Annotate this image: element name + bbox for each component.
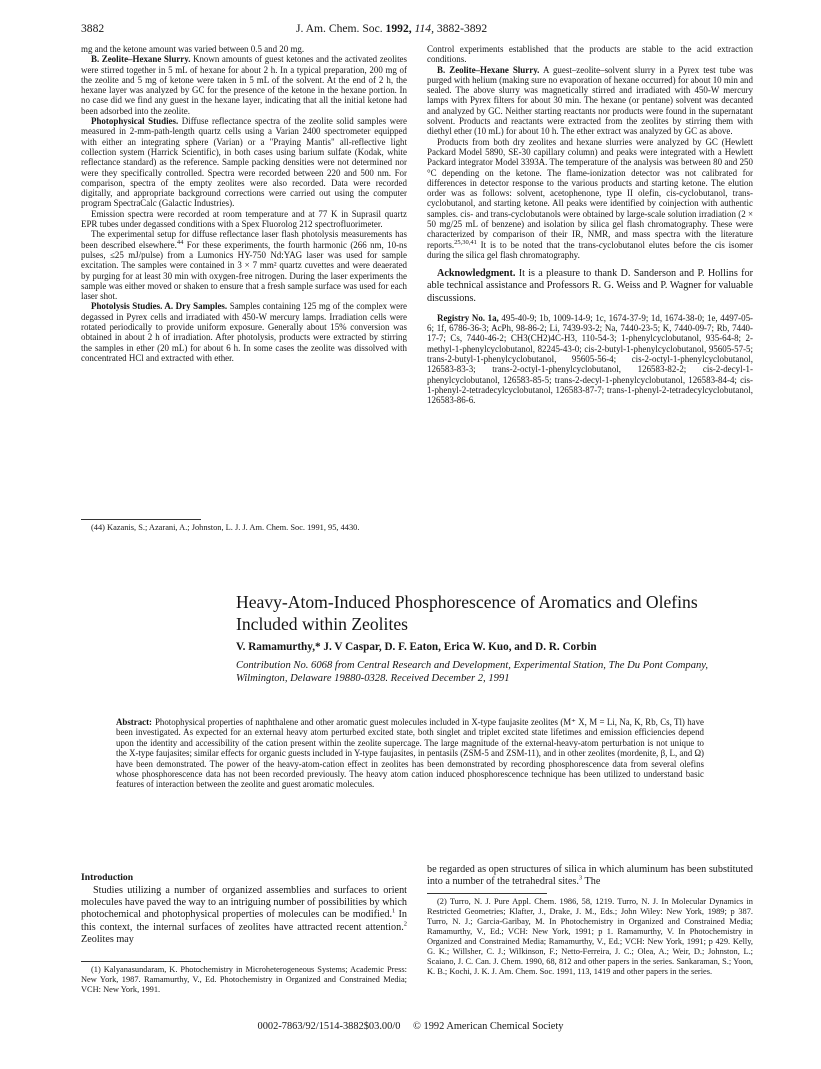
run-in-heading: Photolysis Studies. A. Dry Samples. <box>91 301 228 312</box>
paragraph <box>427 65 753 137</box>
paragraph-text: Known amounts of guest ketones and the activated zeolites were stirred together in 5 mL of hexane for about 2 h. In a typical preparation, 200 mg of the zeolite and 5 mg of ketone were taken in 5 mL of the solvent. At the end of 2 h, the hexane layer was analyzed by GC for the presence of the ketone in the hexane portion. In no case did we find any guest in the hexane layer, indicating that all the initial ketone had been adsorbed into the zeolite. <box>81 54 407 116</box>
footnote-rule <box>81 961 201 962</box>
abstract-heading: Abstract: <box>116 717 152 727</box>
acknowledgment-heading: Acknowledgment. <box>437 268 516 280</box>
copyright: © 1992 American Chemical Society <box>413 1021 564 1032</box>
paragraph-text: The experimental setup for diffuse reflectance laser flash photolysis measurements has been described elsewhere. <box>81 229 407 250</box>
registry-numbers <box>427 313 753 406</box>
paragraph-text: For these experiments, the fourth harmonic (266 nm, 10-ns pulses, ≤25 mJ/pulse) from a Lumonics HY-750 Nd:YAG laser was used for sample excitation. The samples were contained in 3 × 7 mm² quartz cuvettes and were deaerated by purging for at least 30 min with oxygen-free nitrogen. During the laser experiments the sample was either moved or shaken to ensure that a fresh sample surface was used for each laser shot. <box>81 239 407 302</box>
introduction-paragraph-continued <box>427 864 753 888</box>
paragraph <box>81 116 407 209</box>
paragraph <box>81 301 407 363</box>
journal-year: 1992, <box>385 22 412 35</box>
citation-superscript: 3 <box>578 874 583 882</box>
paragraph-text: Products from both dry zeolites and hexane slurries were analyzed by GC (Hewlett Packard Model 5890, SE-30 capillary column) and peaks were integrated with a Hewlett Packard integrator Model 3393A. The temperature of the analysis was between 80 and 250 °C depending on the ketone. The flame-ionization detector was not calibrated for differences in detector response to the various products and starting ketone. The elution order was as follows: solvent, acetophenone, type II olefin, cis-cyclobutanol, trans-cyclobutanol, and starting ketone. All peaks were identified by coinjection with authentic samples. cis- and trans-cyclobutanols were obtained by large-scale solution irradiation (2 × 50 mg/25 mL of benzene) and isolation by silica gel flash chromatography. These were characterized by comparison of their IR, NMR, and mass spectra with the literature reports. <box>427 136 753 250</box>
paragraph <box>427 137 753 261</box>
registry-text: 495-40-9; 1b, 1009-14-9; 1c, 1674-37-9; 1d, 1674-38-0; 1e, 4497-05-6; 1f, 6786-36-3; AcPh, 98-86-2; Li, 7439-93-2; Na, 7440-23-5; K, 7440-09-7; Rb, 7440-17-7; Cs, 7440-46-2; CH3(CH2)4C-H3, 110-54-3; 1-phenylcyclobutanol, 935-64-8; 2-methyl-1-phenylcyclobutanol, 82245-43-0; cis-2-butyl-1-phenylcyclobutanol, 95605-57-5; trans-2-butyl-1-phenylcyclobutanol, 95605-56-4; cis-2-octyl-1-phenylcyclobutanol, 126583-83-3; trans-2-octyl-1-phenylcyclobutanol, 126583-82-2; cis-2-decyl-1-phenylcyclobutanol, 126583-85-5; trans-2-decyl-1-phenylcyclobutanol, 126583-84-4; cis-1-phenyl-2-tetradecylcyclobutanol, 126583-87-7; trans-1-phenyl-2-tetradecylcyclobutanol, 126583-86-6. <box>427 312 754 406</box>
footnote-block-bottom-left <box>81 961 407 995</box>
paragraph-text: Diffuse reflectance spectra of the zeolite solid samples were measured in 2-mm-path-length quartz cells using a Varian 2400 spectrometer equipped with either an integrating sphere (Varian) or a "Praying Mantis" all-reflective light collection system (Harrick Scientific), in both cases using barium sulfate (Kodak, white reflectance standard) as the reference. Sample packing densities were not determined nor were they specifically controlled. Spectra were recorded between 220 and 500 nm. For comparison, spectra of the empty zeolites were also recorded. Data were recorded digitally, and appropriate background corrections were carried out using the computer program SpectraCalc (Galactic Industries). <box>81 116 407 209</box>
article-code: 0002-7863/92/1514-3882$03.00/0 <box>257 1021 401 1032</box>
paragraph-text: In this context, the internal surfaces of zeolites have attracted recent attention. <box>81 909 407 933</box>
footnote-rule <box>81 519 201 520</box>
paragraph-text: Zeolites may <box>81 933 134 945</box>
footnote: (44) Kazanis, S.; Azarani, A.; Johnston, L. J. J. Am. Chem. Soc. 1991, 95, 4430. <box>91 523 360 532</box>
abstract <box>116 717 704 790</box>
acknowledgment-text: It is a pleasure to thank D. Sanderson and P. Hollins for able technical assistance and Professors R. G. Weiss and P. Wagner for valuable discussions. <box>427 268 753 304</box>
abstract-text: Photophysical properties of naphthalene and other aromatic guest molecules included in X-type faujasite zeolites (M⁺ X, M = Li, Na, K, Rb, Cs, Tl) have been investigated. As expected for an external heavy atom perturbed excited state, both singlet and triplet excited state lifetimes and emission efficiencies depend upon the identity and accessibility of the cation present within the zeolite supercage. The large magnitude of the external-heavy-atom perturbation is not unique to the X-type faujasites; similar effects for organic guests included in Y-type faujasites, in pentasils (ZSM-5 and ZSM-11), and in other zeolites (mordenite, β, L, and Ω) have been demonstrated. The power of the heavy-atom-cation effect in zeolites has been demonstrated by recording phosphorescence data from several olefins whose phosphorescence data has not been recorded previously. The heavy atom cation induced phosphorescence technique has been utilized to understand basic features of interaction between the zeolite and guest aromatic molecules. <box>116 717 704 790</box>
citation-superscript: 2 <box>403 920 407 928</box>
footnote-block-top <box>81 519 407 533</box>
paragraph: Emission spectra were recorded at room temperature and at 77 K in Suprasil quartz EPR tubes under degassed conditions with a Spex Fluorolog 212 spectrofluorimeter. <box>81 208 407 230</box>
journal-volume: 114, <box>414 22 434 35</box>
footnote: (2) Turro, N. J. Pure Appl. Chem. 1986, 58, 1219. Turro, N. J. In Molecular Dynamics in Restricted Geometries; Klafter, J., Drake, J. M., Eds.; John Wiley: New York, 1989; p 387. Turro, N. J.; Garcia-Garibay, M. In Photochemistry in Organized and Constrained Media; Ramamurthy, V., Ed.; VCH: New York, 1991; p 1. Ramamurthy, V. In Photochemistry in Organized and Constrained Media; Ramamurthy, V., Ed.; VCH: New York, 1991; p 429. Kelly, G. K.; Willsher, C. J.; Wilkinson, F.; Netto-Ferreira, J. C.; Olea, A.; Weir, D.; Johnston, L.; Scaiano, J. C. Can. J. Chem. 1990, 68, 812 and other papers in the series. Sankaraman, S.; Yoon, K. B.; Kochi, J. K. J. Am. Chem. Soc. 1991, 113, 1419 and other papers in the series. <box>427 897 753 977</box>
running-header <box>81 22 751 38</box>
article-title: Heavy-Atom-Induced Phosphorescence of Aromatics and Olefins Included within Zeolites <box>236 592 698 634</box>
paragraph-text: Studies utilizing a number of organized assemblies and surfaces to orient molecules have paved the way to an intriguing number of possibilities by which photochemical and photophysical properties of molecules can be modified. <box>81 885 407 921</box>
section-heading-introduction: Introduction <box>81 872 134 883</box>
paragraph-text: The <box>582 876 601 888</box>
left-column <box>81 44 407 363</box>
footnote-block-bottom-right <box>427 893 753 977</box>
right-column <box>427 44 753 406</box>
paragraph <box>81 229 407 301</box>
acknowledgment <box>427 268 753 305</box>
page-number: 3882 <box>81 22 105 35</box>
journal-pages: 3882-3892 <box>436 22 488 35</box>
footnote: (1) Kalyanasundaram, K. Photochemistry in Microheterogeneous Systems; Academic Press: New York, 1987. Ramamurthy, V., Ed. Photochemistry in Organized and Constrained Media; VCH: New York, 1991. <box>81 965 407 994</box>
paragraph-text: It is to be noted that the trans-cyclobutanol elutes before the cis isomer during the silica gel flash chromatography. <box>427 239 753 260</box>
registry-heading: Registry No. 1a, <box>437 312 499 323</box>
citation-superscript: 1 <box>392 908 396 916</box>
citation-superscript: 44 <box>176 238 184 246</box>
paragraph-text: A guest–zeolite–solvent slurry in a Pyrex test tube was purged with helium (making sure no evaporation of hexane occurred) for about 10 min and sealed. The above slurry was magnetically stirred and irradiated with 450-W mercury lamps with Pyrex filters for about 30 min. The hexane (or pentane) solvent was decanted and analyzed by GC. Neither starting reactants nor products were found in the supernatant solvent. Products and reactants were extracted from the zeolites by stirring them with diethyl ether (10 mL) for about 10 h. The ether extract was analyzed by GC as above. <box>427 64 753 137</box>
run-in-heading: Photophysical Studies. <box>91 116 179 127</box>
journal-name: J. Am. Chem. Soc. <box>296 22 383 35</box>
paragraph: Control experiments established that the products are stable to the acid extraction conditions. <box>427 44 753 65</box>
paragraph: mg and the ketone amount was varied between 0.5 and 20 mg. <box>81 44 305 54</box>
footnote-rule <box>427 893 547 894</box>
paragraph-text: Samples containing 125 mg of the complex were degassed in Pyrex cells and irradiated with 450-W mercury lamps. Irradiation cells were rotated periodically to provide uniform exposure. Generally about 15% conversion was obtained in about 2 h of irradiation. After photolysis, products were extracted by stirring the samples in ether (20 mL) for about 6 h. In some cases the zeolite was dissolved with concentrated HCl and extracted with ether. <box>81 301 408 363</box>
journal-citation <box>296 22 487 35</box>
introduction-paragraph <box>81 885 407 946</box>
run-in-heading: B. Zeolite–Hexane Slurry. <box>91 54 191 65</box>
page-footer <box>0 1021 821 1032</box>
paragraph <box>81 54 407 116</box>
article-authors: V. Ramamurthy,* J. V Caspar, D. F. Eaton, Erica W. Kuo, and D. R. Corbin <box>236 641 597 653</box>
article-affiliation: Contribution No. 6068 from Central Research and Development, Experimental Station, The Du Pont Company, Wilmington, Delaware 19880-0328. Received December 2, 1991 <box>236 660 709 684</box>
run-in-heading: B. Zeolite–Hexane Slurry. <box>437 64 540 75</box>
paragraph-text: be regarded as open structures of silica in which aluminum has been substituted into a number of the tetrahedral sites. <box>427 864 753 888</box>
citation-superscript: 25,30,41 <box>454 238 477 246</box>
